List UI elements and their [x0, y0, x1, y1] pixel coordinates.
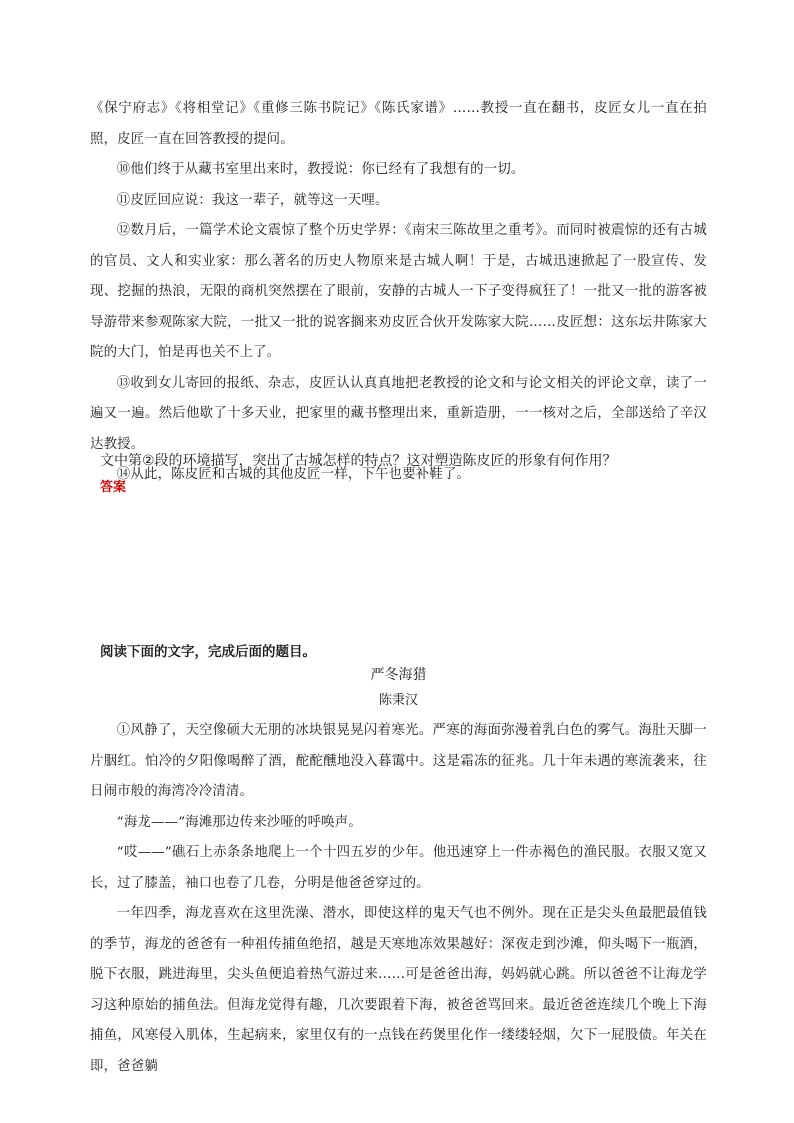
answer-label: 答案: [100, 480, 127, 495]
paragraph-1: ①风静了，天空像硕大无朋的冰块银晃晃闪着寒光。严寒的海面弥漫着乳白色的雾气。海肚天脚一片胭红。怕冷的夕阳像喝醉了酒，酡酡醺地没入暮霭中。这是霜冻的征兆。几十年未遇的寒流袭来，往日闹市般的海湾冷冷清清。: [90, 723, 707, 799]
passage-one: [90, 94, 707, 491]
paragraph-seasons: 一年四季，海龙喜欢在这里洗澡、潜水，即使这样的鬼天气也不例外。现在正是尖头鱼最肥最值钱的季节，海龙的爸爸有一种祖传捕鱼绝招，越是天寒地冻效果越好：深夜走到沙滩，仰头喝下一瓶酒，脱下衣服，跳进海里，尖头鱼便追着热气游过来……可是爸爸出海，妈妈就心跳。所以爸爸不让海龙学习这种原始的捕鱼法。但海龙觉得有趣，几次要跟着下海，被爸爸骂回来。最近爸爸连续几个晚上下海捕鱼，风寒侵入肌体，生起病来，家里仅有的一点钱在药煲里化作一缕缕轻烟，欠下一屁股债。年关在即，爸爸躺: [90, 906, 707, 1074]
reading-instruction: 阅读下面的文字，完成后面的题目。: [100, 644, 316, 660]
dialogue-reply: “哎——”礁石上赤条条地爬上一个十四五岁的少年。他迅速穿上一件赤褐色的渔民服。衣服又宽又长，过了膝盖，袖口也卷了几卷，分明是他爸爸穿过的。: [90, 845, 707, 891]
paragraph-10: ⑩他们终于从藏书室里出来时，教授说：你已经有了我想有的一切。: [116, 162, 525, 177]
article-title: 严冬海猎: [370, 667, 427, 683]
paragraph-continued: 《保宁府志》《将相堂记》《重修三陈书院记》《陈氏家谱》……教授一直在翻书，皮匠女儿一直在拍照，皮匠一直在回答教授的提问。: [90, 101, 707, 147]
paragraph-12: ⑫数月后，一篇学术论文震惊了整个历史学界：《南宋三陈故里之重考》。而同时被震惊的还有古城的官员、文人和实业家：那么著名的历史人物原来是古城人啊！于是，古城迅速掀起了一股宣传、发现、挖掘的热浪，无限的商机突然摆在了眼前，安静的古城人一下子变得疯狂了！一批又一批的游客被导游带来参观陈家大院，一批又一批的说客搁来劝皮匠合伙开发陈家大院……皮匠想：这东坛井陈家大院的大门，怕是再也关不上了。: [90, 223, 707, 360]
question-text: 文中第②段的环境描写，突出了古城怎样的特点？这对塑造陈皮匠的形象有何作用？: [100, 453, 617, 469]
article-author: 陈秉汉: [378, 693, 418, 708]
paragraph-11: ⑪皮匠回应说：我这一辈子，就等这一天哩。: [116, 192, 389, 208]
paragraph-13: ⑬收到女儿寄回的报纸、杂志，皮匠认认真真地把老教授的论文和与论文相关的评论文章，读了一遍又一遍。然后他歇了十多天业，把家里的藏书整理出来，重新造册，一一核对之后，全部送给了辛汉达教授。: [90, 375, 707, 452]
paragraph-14: ⑭从此，陈皮匠和古城的其他皮匠一样，下午也要补鞋了。: [116, 467, 471, 482]
dialogue-call: “海龙——”海滩那边传来沙哑的呼唤声。: [116, 814, 362, 830]
passage-two: [90, 716, 707, 1082]
